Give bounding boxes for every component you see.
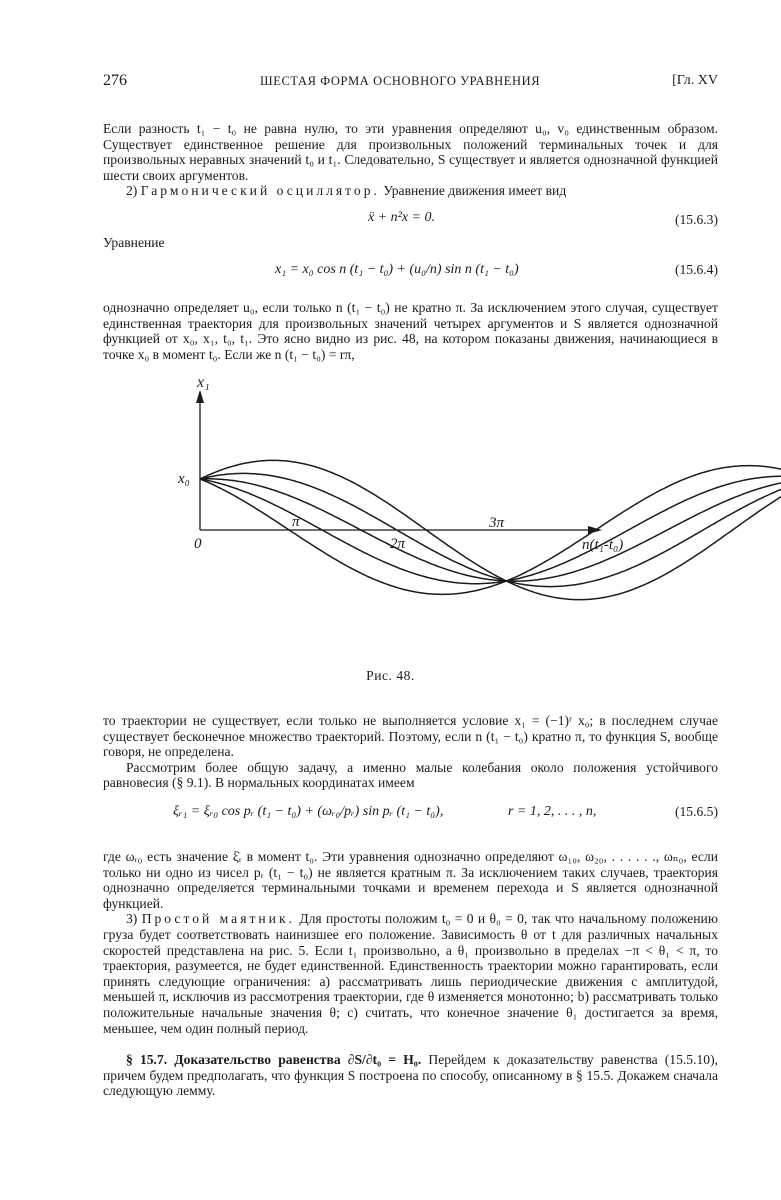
equation-range: r = 1, 2, . . . , n, bbox=[508, 804, 597, 819]
equation-formula: ẍ + n²x = 0. bbox=[368, 210, 436, 225]
chapter-label: [Гл. XV bbox=[672, 73, 718, 88]
section-15-7 bbox=[103, 1052, 718, 1099]
figure-48 bbox=[0, 370, 781, 670]
paragraph-1-text: Если разность t₁ − t₀ не равна нулю, то эти уравнения определяют u₀, v₀ единственным образом. Существует единственное решение для произвольных положений терминальных точек и для произвольных неравных значений t₀ и t₁. Следовательно, S существует и является однозначной функцией шести своих аргументов. bbox=[103, 121, 718, 183]
paragraph-2-prefix: 2) bbox=[126, 183, 141, 199]
figure-caption: Рис. 48. bbox=[366, 668, 415, 683]
axes bbox=[196, 390, 781, 534]
tick-2pi-label: 2π bbox=[390, 536, 406, 552]
paragraph-5: Рассмотрим более общую задачу, а именно малые колебания около положения устойчивого равновесия (§ 9.1). В нормальных координатах имеем bbox=[103, 759, 718, 791]
paragraph-2-text: Уравнение движения имеет вид bbox=[379, 183, 567, 199]
x-axis-label: n(t₁-t₀) bbox=[582, 537, 624, 553]
paragraph-1 bbox=[103, 121, 718, 199]
paragraph-6-text: где ωᵣ₀ есть значение ξ̇ᵣ в момент t₀. Эти уравнения однозначно определяют ω₁₀, ω₂₀, . . . . . ., ωₙ₀, если только ни одно из чисел pᵣ (t₁ − t₀) не является кратным π. За исключением таких случаев, траектория однозначно определяется терминальными точками и временем перехода и S является однозначной функцией. bbox=[103, 849, 718, 911]
equation-15-6-4 bbox=[103, 258, 718, 288]
paragraph-3 bbox=[103, 300, 718, 362]
origin-label: 0 bbox=[194, 536, 202, 552]
running-head bbox=[103, 72, 718, 94]
paragraph-6 bbox=[103, 849, 718, 1036]
paragraph-7 bbox=[103, 911, 718, 1036]
equation-15-6-5 bbox=[103, 800, 718, 830]
tick-pi-label: π bbox=[292, 514, 300, 530]
running-title: ШЕСТАЯ ФОРМА ОСНОВНОГО УРАВНЕНИЯ bbox=[260, 74, 541, 88]
paragraph-4-text: то траектории не существует, если только не выполняется условие x₁ = (−1)ʳ x₀; в последнем случае существует бесконечное множество траекторий. Поэтому, если n (t₁ − t₀) кратно π, то функция S, вообще говоря, не определена. bbox=[103, 713, 718, 760]
equation-number: (15.6.3) bbox=[674, 212, 718, 227]
paragraph-7-text: Для простоты положим t₀ = 0 и θ₀ = 0, так что начальному положению груза будет соответствовать наинизшее его положение. Зависимость θ от t для различных начальных скоростей представлена на рис. 5. Если t₁ произвольно, а θ₁ произвольно в пределах −π < θ₁ < π, то траектория, разумеется, не будет единственной. Единственность траектории можно гарантировать, если принять следующие ограничения: a) рассматривать лишь периодические движения с амплитудой, меньшей π, исключив из рассмотрения траектории, где θ изменяется монотонно; b) рассматривать только положительные начальные значения θ; c) считать, что конечное значение θ₁ достигается за время, меньшее, чем один полный период. bbox=[103, 911, 718, 1036]
paragraph-7-prefix: 3) bbox=[126, 911, 142, 927]
y-axis-arrow bbox=[196, 390, 204, 403]
section-paragraph bbox=[103, 1052, 718, 1099]
equation-15-6-3 bbox=[103, 208, 718, 238]
section-heading: § 15.7. Доказательство равенства ∂S/∂t₀ = H₀. bbox=[126, 1052, 422, 1067]
equation-formula: x₁ = x₀ cos n (t₁ − t₀) + (u₀/n) sin n (t₁ − t₀) bbox=[275, 262, 519, 277]
x0-label: x₀ bbox=[178, 471, 190, 487]
paragraph-2 bbox=[103, 183, 718, 199]
y-axis-label: x₁ bbox=[197, 374, 210, 391]
oscillation-plot bbox=[0, 370, 781, 670]
equation-number: (15.6.5) bbox=[674, 804, 718, 819]
equation-intro: Уравнение bbox=[103, 235, 165, 250]
paragraph-4 bbox=[103, 713, 718, 791]
section-text: Перейдем к доказательству равенства (15.5.10), причем будем предполагать, что функция S построена по способу, описанному в § 15.5. Докажем сначала следующую лемму. bbox=[103, 1052, 718, 1099]
equation-number: (15.6.4) bbox=[674, 262, 718, 277]
tick-3pi-label: 3π bbox=[489, 515, 505, 531]
paragraph-3-text: однозначно определяет u₀, если только n (t₁ − t₀) не кратно π. За исключением этого случая, существует единственная траектория для произвольных значений четырех аргументов и S является однозначной функцией от x₀, x₁, t₀, t₁. Это ясно видно из рис. 48, на котором показаны движения, начинающиеся в точке x₀ в момент t₀. Если же n (t₁ − t₀) = rπ, bbox=[103, 300, 718, 362]
simple-pendulum-heading: Простой маятник. bbox=[141, 911, 295, 927]
harmonic-oscillator-heading: Гармонический осциллятор. bbox=[140, 183, 380, 199]
equation-formula: ξᵣ₁ = ξᵣ₀ cos pᵣ (t₁ − t₀) + (ωᵣ₀/pᵣ) sin pᵣ (t₁ − t₀), bbox=[173, 804, 444, 819]
page-number: 276 bbox=[103, 72, 127, 89]
